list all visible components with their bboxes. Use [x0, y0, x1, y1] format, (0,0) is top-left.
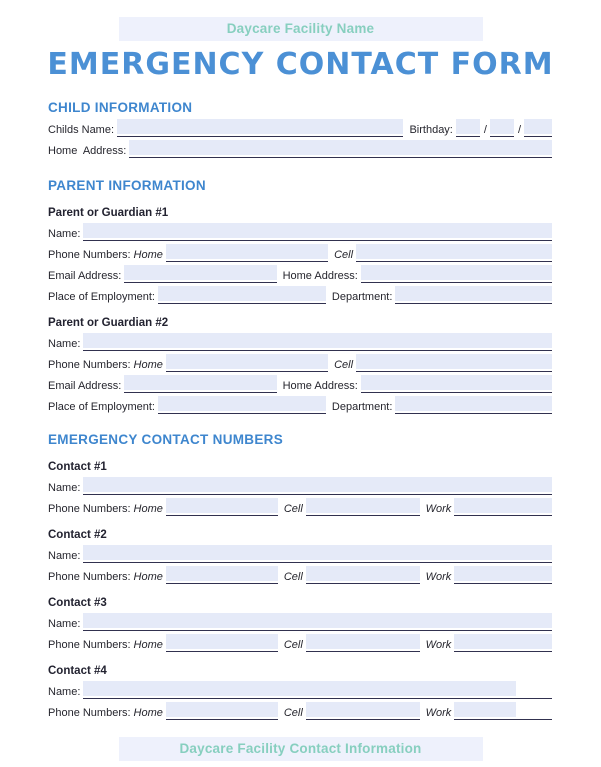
home-phone-label: Home	[133, 707, 163, 719]
guardian-2-cell-phone-field[interactable]	[356, 354, 552, 372]
birthday-day-field[interactable]	[490, 119, 514, 137]
contact-3-name-row	[48, 610, 553, 631]
place-of-employment-label: Place of Employment:	[48, 291, 155, 303]
contact-4-work-phone-field[interactable]	[454, 702, 552, 720]
child-address-row	[48, 137, 553, 158]
name-label: Name:	[48, 338, 81, 350]
phone-numbers-label: Phone Numbers:	[48, 707, 131, 719]
guardian-1-name-field[interactable]	[83, 223, 552, 241]
name-label: Name:	[48, 482, 81, 494]
birthday-year-field[interactable]	[524, 119, 552, 137]
phone-numbers-label: Phone Numbers:	[48, 571, 131, 583]
home-address-label: Home Address:	[48, 145, 127, 157]
guardian-1-title: Parent or Guardian #1	[48, 207, 169, 219]
contact-4-title: Contact #4	[48, 665, 107, 677]
guardian-2-home-phone-field[interactable]	[166, 354, 328, 372]
guardian-2-email-row	[48, 372, 553, 393]
contact-1-title: Contact #1	[48, 461, 107, 473]
phone-numbers-label: Phone Numbers:	[48, 359, 131, 371]
email-address-label: Email Address:	[48, 380, 122, 392]
department-label: Department:	[331, 401, 393, 413]
phone-numbers-label: Phone Numbers:	[48, 639, 131, 651]
guardian-1-department-field[interactable]	[395, 286, 552, 304]
guardian-1-home-phone-field[interactable]	[166, 244, 328, 262]
guardian-2-title: Parent or Guardian #2	[48, 317, 169, 329]
phone-numbers-label: Phone Numbers:	[48, 503, 131, 515]
department-label: Department:	[331, 291, 393, 303]
work-phone-label: Work	[425, 503, 452, 515]
work-phone-label: Work	[425, 571, 452, 583]
slash-separator: /	[483, 124, 487, 136]
email-address-label: Email Address:	[48, 270, 122, 282]
contact-3-work-phone-field[interactable]	[454, 634, 552, 652]
home-phone-label: Home	[133, 639, 163, 651]
work-phone-label: Work	[425, 639, 452, 651]
contact-4-home-phone-field[interactable]	[166, 702, 278, 720]
name-label: Name:	[48, 686, 81, 698]
name-label: Name:	[48, 618, 81, 630]
contact-4-cell-phone-field[interactable]	[306, 702, 420, 720]
guardian-2-home-address-field[interactable]	[361, 375, 552, 393]
contact-4-name-field[interactable]	[83, 681, 552, 699]
guardian-2-employment-field[interactable]	[158, 396, 326, 414]
facility-name-field[interactable]	[119, 17, 483, 41]
contact-1-phone-row	[48, 495, 553, 516]
guardian-2-department-field[interactable]	[395, 396, 552, 414]
parent-info-heading: PARENT INFORMATION	[48, 178, 206, 193]
cell-phone-label: Cell	[334, 359, 354, 371]
page-title: EMERGENCY CONTACT FORM	[47, 47, 554, 82]
birthday-month-field[interactable]	[456, 119, 480, 137]
contact-4-phone-row	[48, 699, 553, 720]
cell-phone-label: Cell	[283, 707, 303, 719]
contact-1-home-phone-field[interactable]	[166, 498, 278, 516]
home-phone-label: Home	[133, 359, 163, 371]
guardian-2-email-field[interactable]	[124, 375, 276, 393]
contact-1-name-field[interactable]	[83, 477, 552, 495]
guardian-2-name-row	[48, 330, 553, 351]
home-phone-label: Home	[133, 503, 163, 515]
emergency-contacts-heading: EMERGENCY CONTACT NUMBERS	[48, 432, 284, 447]
contact-2-phone-row	[48, 563, 553, 584]
contact-2-name-row	[48, 542, 553, 563]
contact-2-name-field[interactable]	[83, 545, 552, 563]
guardian-2-employment-row	[48, 393, 553, 414]
guardian-1-employment-row	[48, 283, 553, 304]
cell-phone-label: Cell	[283, 571, 303, 583]
guardian-2-name-field[interactable]	[83, 333, 552, 351]
child-home-address-field[interactable]	[129, 140, 552, 158]
guardian-1-home-address-field[interactable]	[361, 265, 552, 283]
contact-3-phone-row	[48, 631, 553, 652]
contact-2-title: Contact #2	[48, 529, 107, 541]
home-phone-label: Home	[133, 249, 163, 261]
guardian-1-cell-phone-field[interactable]	[356, 244, 552, 262]
contact-2-cell-phone-field[interactable]	[306, 566, 420, 584]
work-phone-label: Work	[425, 707, 452, 719]
contact-3-home-phone-field[interactable]	[166, 634, 278, 652]
guardian-1-employment-field[interactable]	[158, 286, 326, 304]
name-label: Name:	[48, 550, 81, 562]
birthday-label: Birthday:	[409, 124, 453, 136]
child-info-heading: CHILD INFORMATION	[48, 100, 193, 115]
cell-phone-label: Cell	[283, 503, 303, 515]
facility-contact-info-field[interactable]	[119, 737, 483, 761]
guardian-2-phone-row	[48, 351, 553, 372]
contact-4-name-row	[48, 678, 553, 699]
guardian-1-email-row	[48, 262, 553, 283]
cell-phone-label: Cell	[283, 639, 303, 651]
slash-separator: /	[517, 124, 521, 136]
facility-name-text: Daycare Facility Name	[226, 21, 375, 36]
childs-name-label: Childs Name:	[48, 124, 115, 136]
guardian-1-phone-row	[48, 241, 553, 262]
home-address-label: Home Address:	[282, 380, 358, 392]
contact-1-name-row	[48, 474, 553, 495]
contact-2-work-phone-field[interactable]	[454, 566, 552, 584]
childs-name-field[interactable]	[117, 119, 403, 137]
guardian-1-name-row	[48, 220, 553, 241]
place-of-employment-label: Place of Employment:	[48, 401, 155, 413]
form-content	[0, 100, 601, 720]
contact-3-cell-phone-field[interactable]	[306, 634, 420, 652]
child-name-row	[48, 116, 553, 137]
contact-1-work-phone-field[interactable]	[454, 498, 552, 516]
facility-contact-info-text: Daycare Facility Contact Information	[179, 741, 422, 756]
cell-phone-label: Cell	[334, 249, 354, 261]
contact-1-cell-phone-field[interactable]	[306, 498, 420, 516]
home-address-label: Home Address:	[282, 270, 358, 282]
guardian-1-email-field[interactable]	[124, 265, 276, 283]
name-label: Name:	[48, 228, 81, 240]
home-phone-label: Home	[133, 571, 163, 583]
contact-3-title: Contact #3	[48, 597, 107, 609]
contact-2-home-phone-field[interactable]	[166, 566, 278, 584]
contact-3-name-field[interactable]	[83, 613, 552, 631]
phone-numbers-label: Phone Numbers:	[48, 249, 131, 261]
